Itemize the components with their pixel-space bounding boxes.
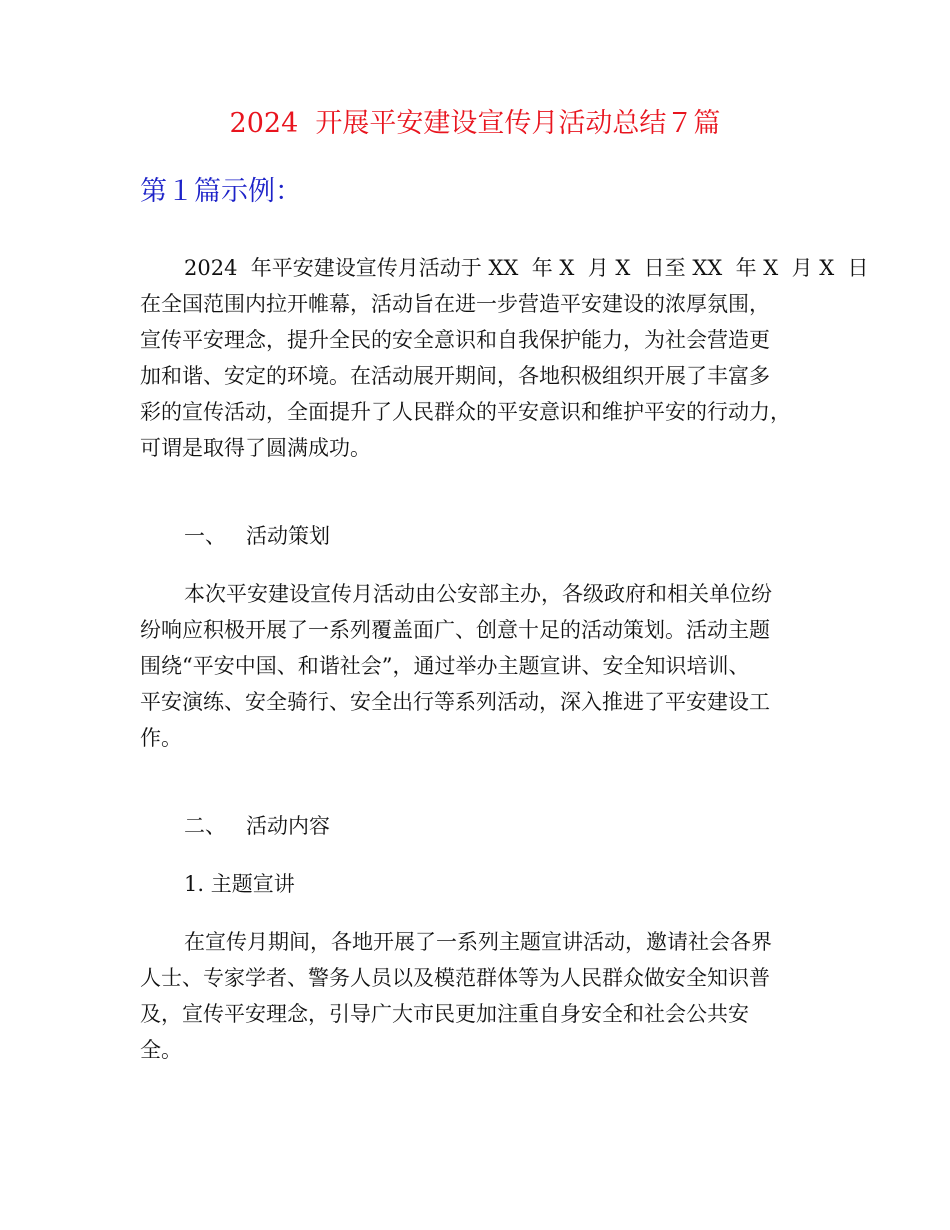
paragraph-line: 可谓是取得了圆满成功。 (140, 436, 371, 460)
paragraph-line: 作。 (140, 726, 182, 750)
paragraph-line: 本次平安建设宣传月活动由公安部主办，各级政府和相关单位纷 (184, 582, 772, 606)
paragraph-line: 2024 年平安建设宣传月活动于 XX 年 X 月 X 日至 XX 年 X 月 X 日 (184, 256, 869, 280)
subheading-theme-lecture: 1. 主题宣讲 (184, 872, 295, 896)
paragraph-line: 在宣传月期间，各地开展了一系列主题宣讲活动，邀请社会各界 (184, 930, 772, 954)
paragraph-line: 纷响应积极开展了一系列覆盖面广、创意十足的活动策划。活动主题 (140, 618, 770, 642)
heading-activity-planning: 一、 活动策划 (184, 524, 331, 548)
paragraph-line: 加和谐、安定的环境。在活动展开期间，各地积极组织开展了丰富多 (140, 364, 770, 388)
paragraph-line: 围绕“平安中国、和谐社会”，通过举办主题宣讲、安全知识培训、 (140, 654, 750, 678)
paragraph-line: 在全国范围内拉开帷幕，活动旨在进一步营造平安建设的浓厚氛围， (140, 292, 770, 316)
heading-activity-content: 二、 活动内容 (184, 814, 331, 838)
section-label: 第１篇示例： (140, 176, 302, 207)
paragraph-line: 宣传平安理念，提升全民的安全意识和自我保护能力，为社会营造更 (140, 328, 770, 352)
paragraph-line: 彩的宣传活动，全面提升了人民群众的平安意识和维护平安的行动力， (140, 400, 791, 424)
paragraph-line: 及，宣传平安理念，引导广大市民更加注重自身安全和社会公共安 (140, 1002, 749, 1026)
paragraph-line: 人士、专家学者、警务人员以及模范群体等为人民群众做安全知识普 (140, 966, 770, 990)
paragraph-line: 全。 (140, 1038, 182, 1062)
paragraph-line: 平安演练、安全骑行、安全出行等系列活动，深入推进了平安建设工 (140, 690, 770, 714)
document-title: 2024 开展平安建设宣传月活动总结７篇 (229, 108, 721, 139)
